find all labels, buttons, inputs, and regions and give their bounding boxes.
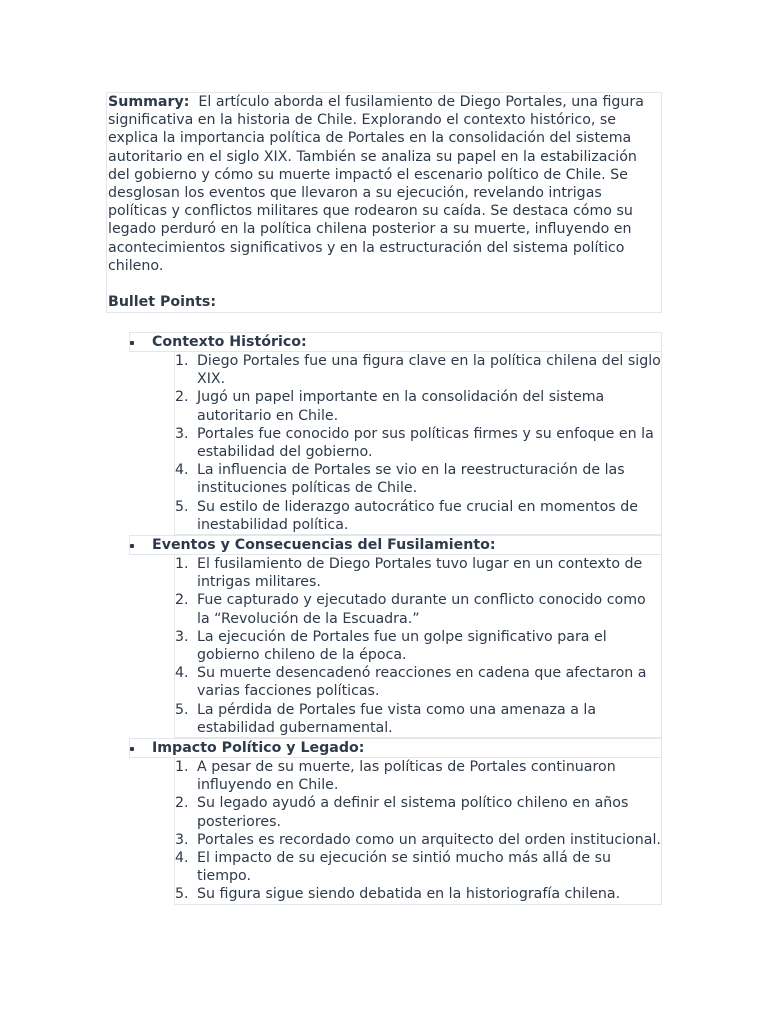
item-text: Su legado ayudó a definir el sistema político chileno en años posteriores. — [197, 795, 629, 830]
list-item — [175, 352, 661, 388]
item-number: 2. — [175, 389, 189, 406]
item-number: 3. — [175, 425, 189, 442]
item-number: 1. — [175, 353, 189, 369]
item-text: La influencia de Portales se vio en la reestructuración de las instituciones políticas de Chile. — [197, 462, 625, 497]
section-heading — [129, 332, 662, 352]
section-heading — [129, 738, 662, 758]
item-text: Su muerte desencadenó reacciones en cadena que afectaron a varias facciones políticas. — [197, 665, 647, 700]
bullet-dot-icon — [130, 747, 134, 751]
item-text: A pesar de su muerte, las políticas de Portales continuaron influyendo en Chile. — [197, 759, 616, 794]
section-title: Impacto Político y Legado: — [152, 740, 365, 757]
item-number: 4. — [175, 850, 189, 867]
list-item — [175, 425, 661, 461]
item-text: Diego Portales fue una figura clave en la política chilena del siglo XIX. — [197, 353, 661, 388]
item-number: 3. — [175, 831, 189, 848]
list-item — [175, 555, 661, 591]
section-item — [129, 535, 662, 738]
item-text: Su figura sigue siendo debatida en la historiografía chilena. — [197, 886, 621, 903]
list-item — [175, 628, 661, 664]
list-item — [175, 831, 661, 849]
item-number: 2. — [175, 592, 189, 609]
item-text: El impacto de su ejecución se sintió mucho más allá de su tiempo. — [197, 850, 611, 885]
item-text: Portales es recordado como un arquitecto del orden institucional. — [197, 831, 661, 848]
item-number: 2. — [175, 795, 189, 812]
list-item — [175, 885, 661, 903]
list-item — [175, 794, 661, 830]
item-number: 3. — [175, 628, 189, 645]
item-text: El fusilamiento de Diego Portales tuvo lugar en un contexto de intrigas militares. — [197, 556, 643, 591]
item-text: Portales fue conocido por sus políticas firmes y su enfoque en la estabilidad del gobierno. — [197, 425, 654, 461]
item-number: 4. — [175, 665, 189, 682]
item-text: Fue capturado y ejecutado durante un conflicto conocido como la “Revolución de la Escuadra.” — [197, 592, 646, 627]
list-item — [175, 849, 661, 885]
summary-text: El artículo aborda el fusilamiento de Diego Portales, una figura significativa en la historia de Chile. Explorando el contexto histórico, se explica la importancia política de Portales en la consolidación del sistema autoritario en el siglo XIX. También se analiza su papel en la estabilización del gobierno y cómo su muerte impactó el escenario político de Chile. Se desglosan los eventos que llevaron a su ejecución, revelando intrigas políticas y conflictos militares que rodearon su caída. Se destaca cómo su legado perduró en la política chilena posterior a su muerte, influyendo en acontecimientos significativos y en la estructuración del sistema político chileno. — [108, 94, 644, 274]
bullet-points-heading: Bullet Points: — [108, 294, 216, 311]
summary-paragraph — [108, 93, 661, 275]
numbered-list — [174, 555, 662, 738]
item-number: 5. — [175, 498, 189, 515]
bullet-dot-icon — [130, 341, 134, 345]
list-item — [175, 388, 661, 424]
summary-label: Summary: — [108, 94, 190, 110]
bullet-list — [129, 332, 662, 905]
list-item — [175, 461, 661, 497]
section-item — [129, 738, 662, 905]
list-item — [175, 498, 661, 534]
list-item — [175, 664, 661, 700]
item-text: La pérdida de Portales fue vista como una amenaza a la estabilidad gubernamental. — [197, 701, 597, 736]
summary-box — [106, 92, 662, 313]
list-item — [175, 701, 661, 737]
list-item — [175, 591, 661, 627]
section-heading — [129, 535, 662, 555]
item-number: 4. — [175, 462, 189, 479]
bullet-dot-icon — [130, 544, 134, 548]
numbered-list — [174, 352, 662, 535]
item-number: 1. — [175, 759, 189, 776]
numbered-list — [174, 758, 662, 905]
section-item — [129, 332, 662, 535]
list-item — [175, 758, 661, 794]
section-title: Eventos y Consecuencias del Fusilamiento: — [152, 537, 496, 554]
item-number: 5. — [175, 886, 189, 903]
item-text: Jugó un papel importante en la consolidación del sistema autoritario en Chile. — [197, 389, 605, 424]
section-title: Contexto Histórico: — [152, 334, 307, 350]
item-text: La ejecución de Portales fue un golpe significativo para el gobierno chileno de la época. — [197, 628, 607, 664]
item-number: 5. — [175, 701, 189, 718]
item-number: 1. — [175, 556, 189, 573]
item-text: Su estilo de liderazgo autocrático fue crucial en momentos de inestabilidad política. — [197, 498, 638, 533]
